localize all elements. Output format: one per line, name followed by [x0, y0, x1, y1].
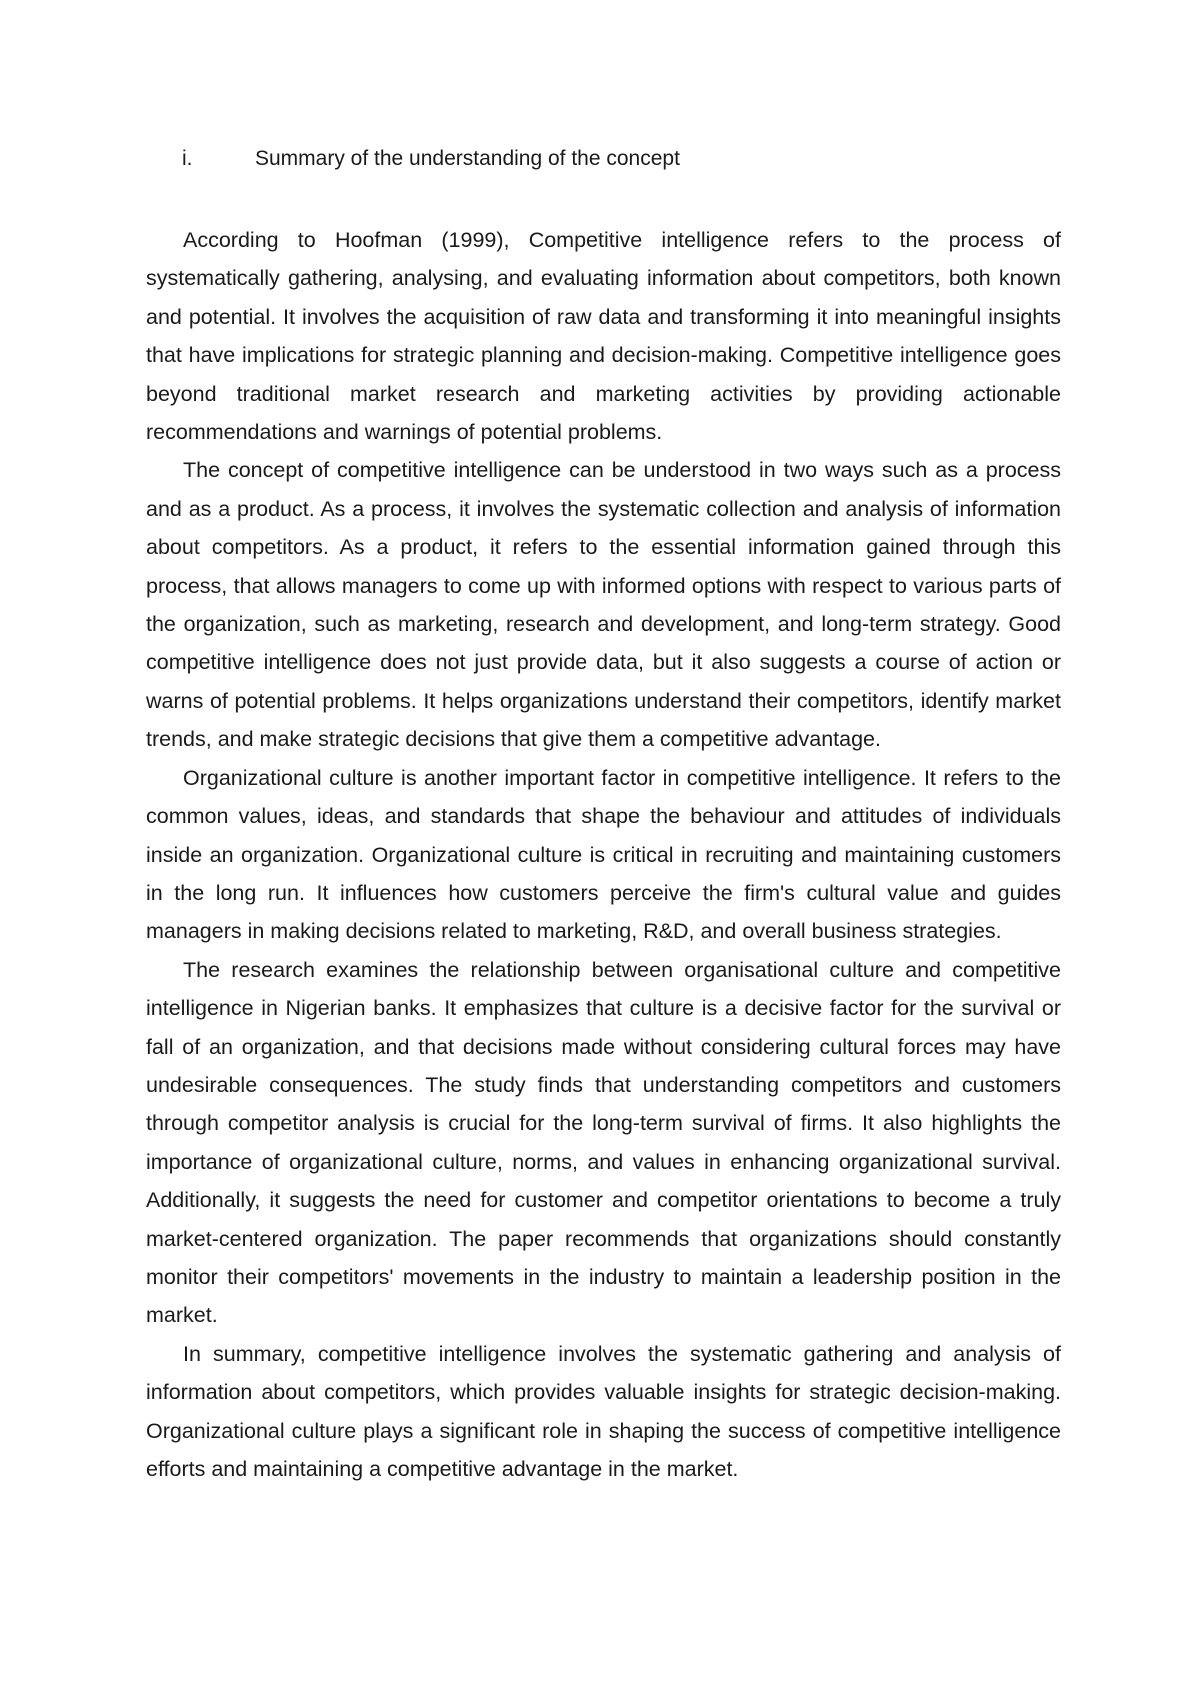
- paragraph-5: In summary, competitive intelligence involves the systematic gathering and analysis of information about competitors, which provides valuable insights for strategic decision-making. Organizational culture plays a significant role in shaping the success of competitive intelligence efforts and maintaining a competitive advantage in the market.: [146, 1341, 1061, 1481]
- paragraph-3: Organizational culture is another important factor in competitive intelligence. It refers to the common values, ideas, and standards that shape the behaviour and attitudes of individuals inside an organization. Organizational culture is critical in recruiting and maintaining customers in the long run. It influences how customers perceive the firm's cultural value and guides managers in making decisions related to marketing, R&D, and overall business strategies.: [146, 765, 1061, 944]
- paragraph-1: According to Hoofman (1999), Competitive intelligence refers to the process of systematically gathering, analysing, and evaluating information about competitors, both known and potential. It involves the acquisition of raw data and transforming it into meaningful insights that have implications for strategic planning and decision-making. Competitive intelligence goes beyond traditional market research and marketing activities by providing actionable recommendations and warnings of potential problems.: [146, 228, 1061, 445]
- section-number: i.: [182, 147, 193, 170]
- paragraph-4: The research examines the relationship between organisational culture and competitive intelligence in Nigerian banks. It emphasizes that culture is a decisive factor for the survival or fall of an organization, and that decisions made without considering cultural forces may have undesirable consequences. The study finds that understanding competitors and customers through competitor analysis is crucial for the long-term survival of firms. It also highlights the importance of organizational culture, norms, and values in enhancing organizational survival. Additionally, it suggests the need for customer and competitor orientations to become a truly market-centered organization. The paper recommends that organizations should constantly monitor their competitors' movements in the industry to maintain a leadership position in the market.: [146, 957, 1061, 1328]
- section-heading: [182, 144, 680, 174]
- body-text: [146, 221, 1061, 1488]
- paragraph-2: The concept of competitive intelligence can be understood in two ways such as a process and as a product. As a process, it involves the systematic collection and analysis of information about competitors. As a product, it refers to the essential information gained through this process, that allows managers to come up with informed options with respect to various parts of the organization, such as marketing, research and development, and long-term strategy. Good competitive intelligence does not just provide data, but it also suggests a course of action or warns of potential problems. It helps organizations understand their competitors, identify market trends, and make strategic decisions that give them a competitive advantage.: [146, 458, 1061, 752]
- section-title: Summary of the understanding of the concept: [255, 147, 680, 170]
